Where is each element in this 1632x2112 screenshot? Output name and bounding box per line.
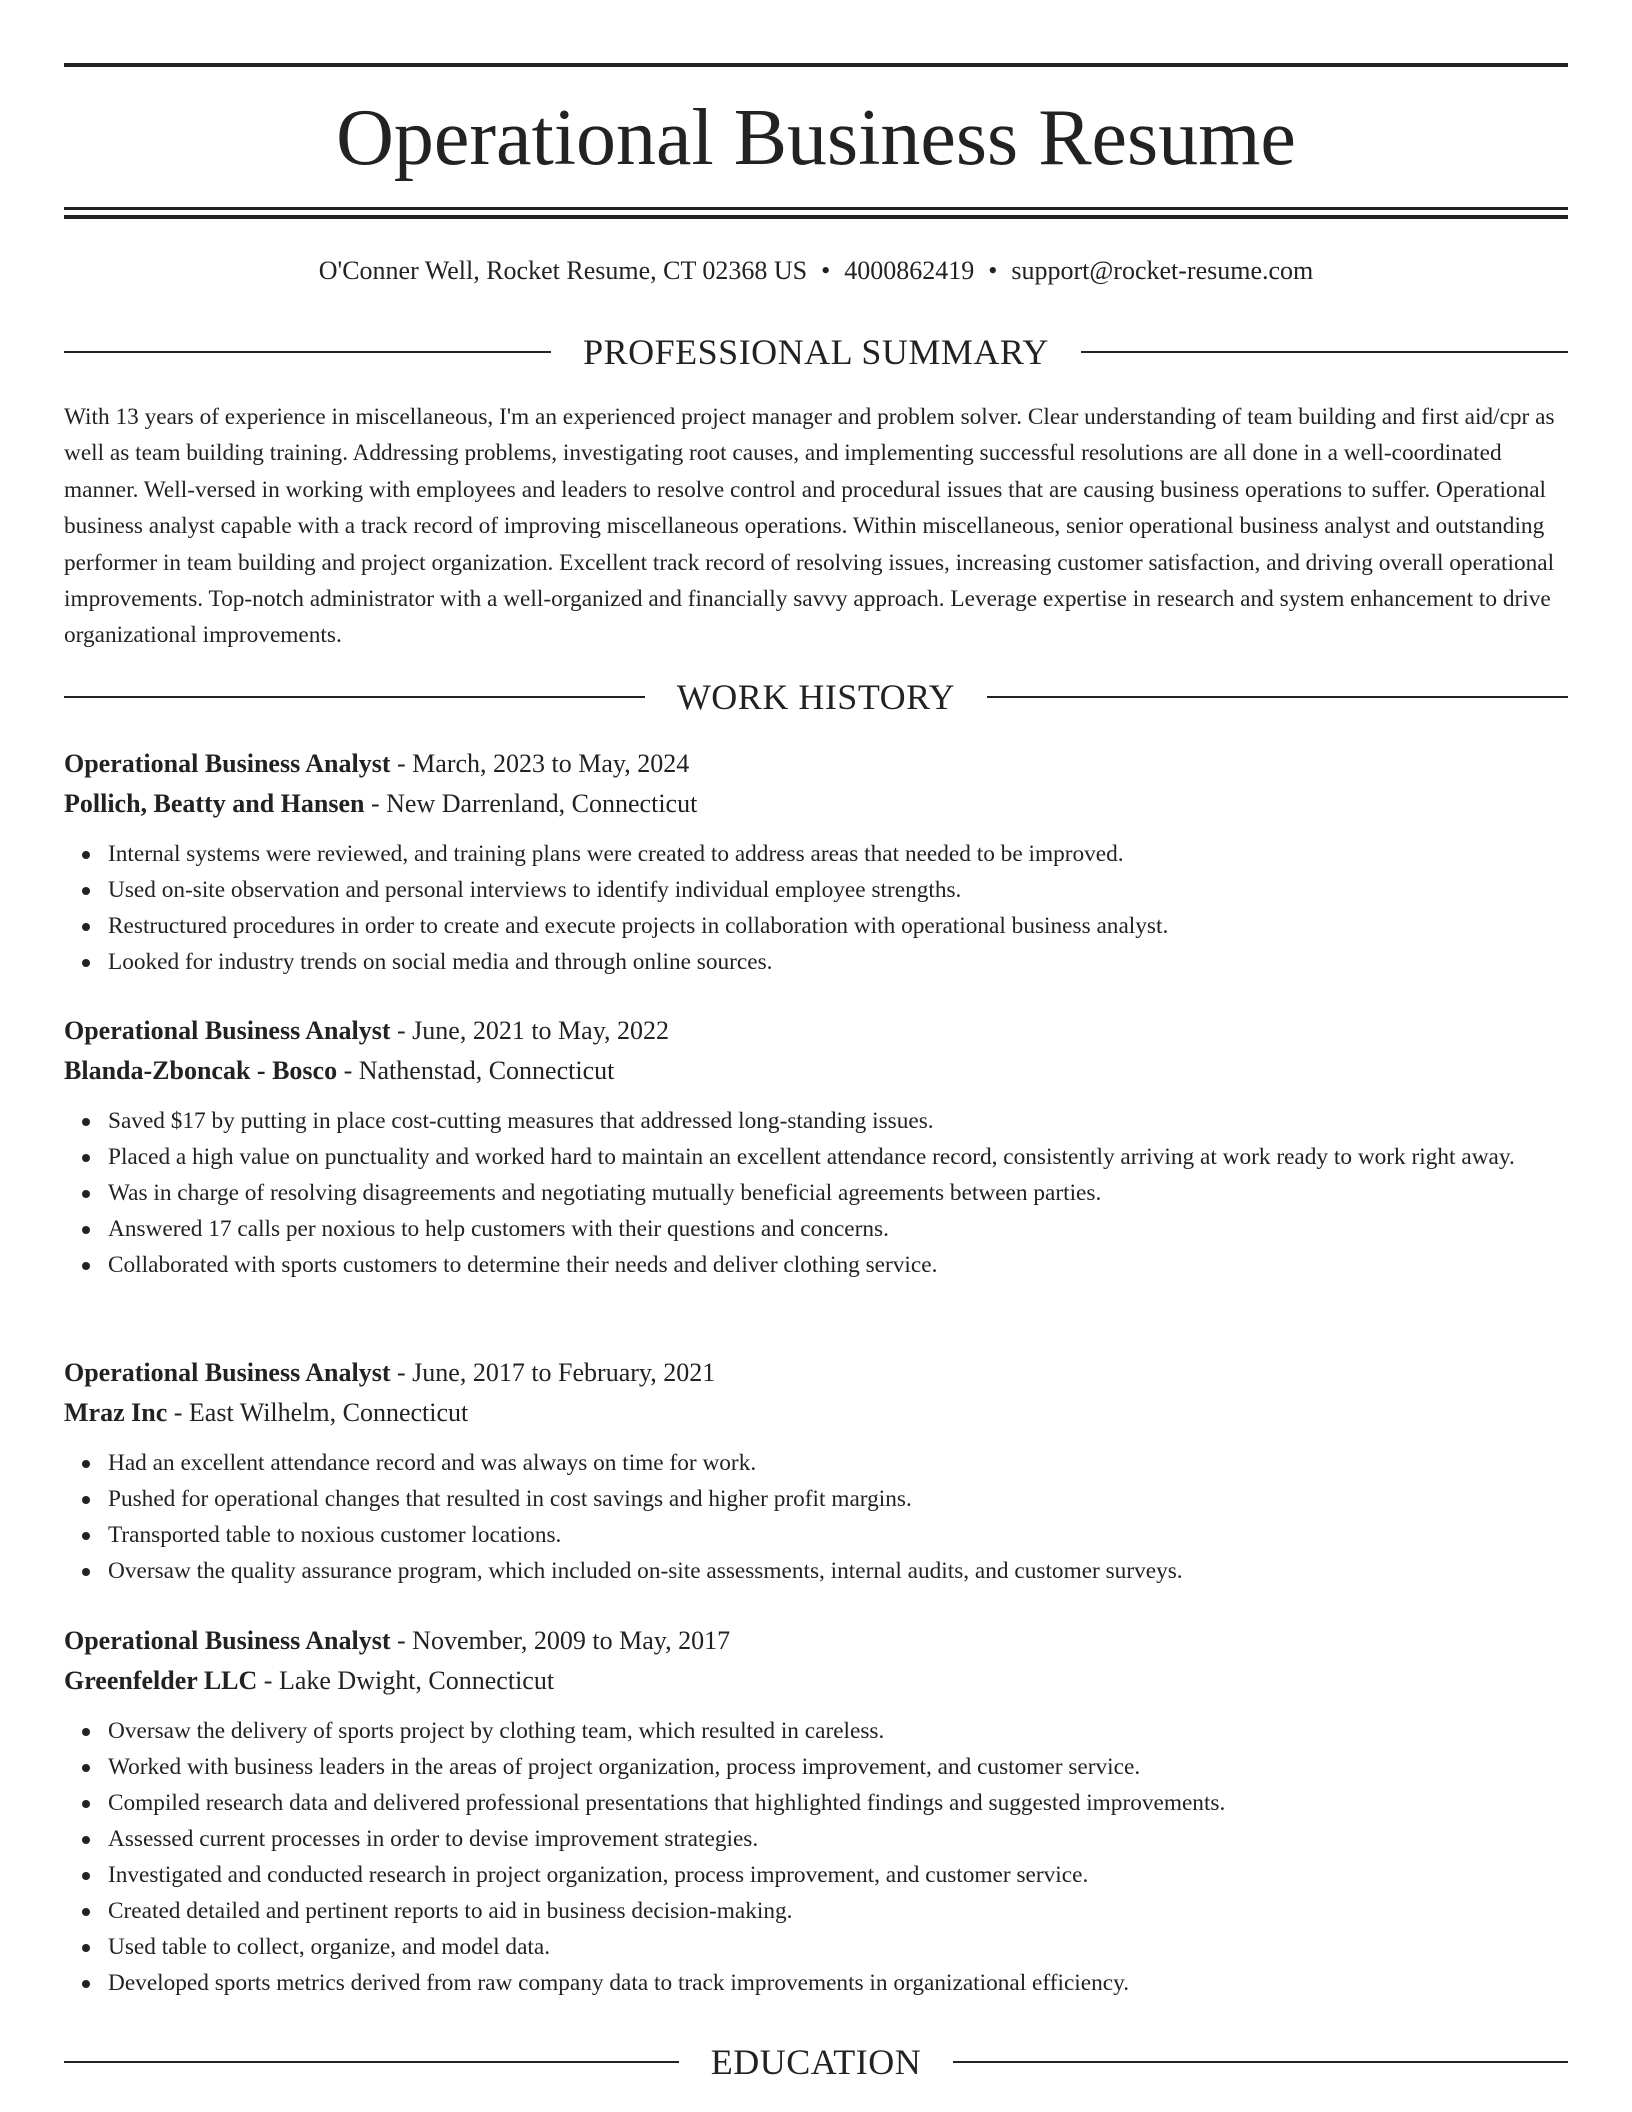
job-title-line: [64, 1621, 1568, 1661]
job-title: Operational Business Analyst: [64, 1358, 391, 1387]
job-dates: - November, 2009 to May, 2017: [390, 1626, 731, 1655]
contact-separator: •: [821, 256, 831, 285]
job-bullet: Compiled research data and delivered professional presentations that highlighted findings and suggested improvements.: [108, 1785, 1568, 1821]
job-dates: - June, 2021 to May, 2022: [390, 1016, 670, 1045]
job-bullets: [64, 836, 1568, 980]
job-entry: [64, 1353, 1568, 1589]
job-bullet: Restructured procedures in order to create and execute projects in collaboration with operational business analyst.: [108, 908, 1568, 944]
job-bullets: [64, 1713, 1568, 2001]
job-company: Mraz Inc: [64, 1398, 168, 1427]
job-bullet: Created detailed and pertinent reports to aid in business decision-making.: [108, 1893, 1568, 1929]
job-entry: [64, 744, 1568, 980]
job-location: - East Wilhelm, Connecticut: [167, 1398, 469, 1427]
heading-rule: [64, 351, 551, 353]
job-bullet: Placed a high value on punctuality and worked hard to maintain an excellent attendance record, consistently arriving at work ready to work right away.: [108, 1139, 1568, 1175]
job-bullet: Used table to collect, organize, and model data.: [108, 1929, 1568, 1965]
job-bullet: Developed sports metrics derived from raw company data to track improvements in organizational efficiency.: [108, 1965, 1568, 2001]
job-bullet: Used on-site observation and personal interviews to identify individual employee strengths.: [108, 872, 1568, 908]
job-location: - New Darrenland, Connecticut: [364, 789, 698, 818]
summary-text: With 13 years of experience in miscellaneous, I'm an experienced project manager and problem solver. Clear understanding of team building and first aid/cpr as well as team building training. Addressing problems, investigating root causes, and implementing successful resolutions are all done in a well-coordinated manner. Well-versed in working with employees and leaders to resolve control and procedural issues that are causing business operations to suffer. Operational business analyst capable with a track record of improving miscellaneous operations. Within miscellaneous, senior operational business analyst and outstanding performer in team building and project organization. Excellent track record of resolving issues, increasing customer satisfaction, and driving overall operational improvements. Top-notch administrator with a well-organized and financially savvy approach. Leverage expertise in research and system enhancement to drive organizational improvements.: [64, 404, 1555, 649]
contact-address: O'Conner Well, Rocket Resume, CT 02368 US: [318, 256, 808, 285]
job-company-line: [64, 1051, 1568, 1091]
education-heading: [64, 2040, 1568, 2084]
job-bullets: [64, 1103, 1568, 1283]
contact-phone: 4000862419: [844, 256, 975, 285]
heading-rule: [987, 696, 1568, 698]
title-rule-upper: [64, 207, 1568, 210]
job-title-line: [64, 744, 1568, 784]
contact-line: [64, 254, 1568, 288]
job-location: - Lake Dwight, Connecticut: [257, 1666, 555, 1695]
job-bullet: Oversaw the quality assurance program, which included on-site assessments, internal audits, and customer surveys.: [108, 1553, 1568, 1589]
job-bullet: Had an excellent attendance record and was always on time for work.: [108, 1445, 1568, 1481]
title-rule-lower: [64, 215, 1568, 219]
job-bullet: Investigated and conducted research in project organization, process improvement, and customer service.: [108, 1857, 1568, 1893]
job-bullet: Pushed for operational changes that resulted in cost savings and higher profit margins.: [108, 1481, 1568, 1517]
job-bullet: Transported table to noxious customer locations.: [108, 1517, 1568, 1553]
summary-heading: [64, 330, 1568, 374]
job-bullet: Collaborated with sports customers to determine their needs and deliver clothing service.: [108, 1247, 1568, 1283]
heading-rule: [64, 696, 645, 698]
job-company-line: [64, 784, 1568, 824]
job-company: Greenfelder LLC: [64, 1666, 258, 1695]
job-entry: [64, 1011, 1568, 1283]
job-bullet: Internal systems were reviewed, and training plans were created to address areas that needed to be improved.: [108, 836, 1568, 872]
job-title: Operational Business Analyst: [64, 1626, 391, 1655]
education-heading-label: EDUCATION: [710, 2042, 922, 2082]
contact-separator: •: [988, 256, 998, 285]
work-history-heading: [64, 675, 1568, 719]
summary-heading-label: PROFESSIONAL SUMMARY: [583, 332, 1049, 372]
job-dates: - March, 2023 to May, 2024: [390, 749, 690, 778]
resume-title: Operational Business Resume: [336, 94, 1296, 182]
heading-rule: [1081, 351, 1568, 353]
job-title-line: [64, 1011, 1568, 1051]
job-bullet: Looked for industry trends on social media and through online sources.: [108, 944, 1568, 980]
job-company: Pollich, Beatty and Hansen: [64, 789, 365, 818]
top-rule: [64, 63, 1568, 67]
job-bullet: Oversaw the delivery of sports project by clothing team, which resulted in careless.: [108, 1713, 1568, 1749]
job-company: Blanda-Zboncak - Bosco: [64, 1056, 338, 1085]
job-bullet: Worked with business leaders in the areas of project organization, process improvement, and customer service.: [108, 1749, 1568, 1785]
job-company-line: [64, 1393, 1568, 1433]
job-bullets: [64, 1445, 1568, 1589]
job-bullet: Assessed current processes in order to devise improvement strategies.: [108, 1821, 1568, 1857]
job-company-line: [64, 1661, 1568, 1701]
work-history-heading-label: WORK HISTORY: [676, 677, 956, 717]
job-bullet: Answered 17 calls per noxious to help customers with their questions and concerns.: [108, 1211, 1568, 1247]
job-bullet: Was in charge of resolving disagreements and negotiating mutually beneficial agreements between parties.: [108, 1175, 1568, 1211]
job-dates: - June, 2017 to February, 2021: [390, 1358, 716, 1387]
job-entry: [64, 1621, 1568, 2001]
heading-rule: [953, 2061, 1568, 2063]
job-title-line: [64, 1353, 1568, 1393]
heading-rule: [64, 2061, 679, 2063]
contact-email: support@rocket-resume.com: [1011, 256, 1314, 285]
job-bullet: Saved $17 by putting in place cost-cutting measures that addressed long-standing issues.: [108, 1103, 1568, 1139]
job-title: Operational Business Analyst: [64, 749, 391, 778]
job-title: Operational Business Analyst: [64, 1016, 391, 1045]
job-location: - Nathenstad, Connecticut: [337, 1056, 615, 1085]
